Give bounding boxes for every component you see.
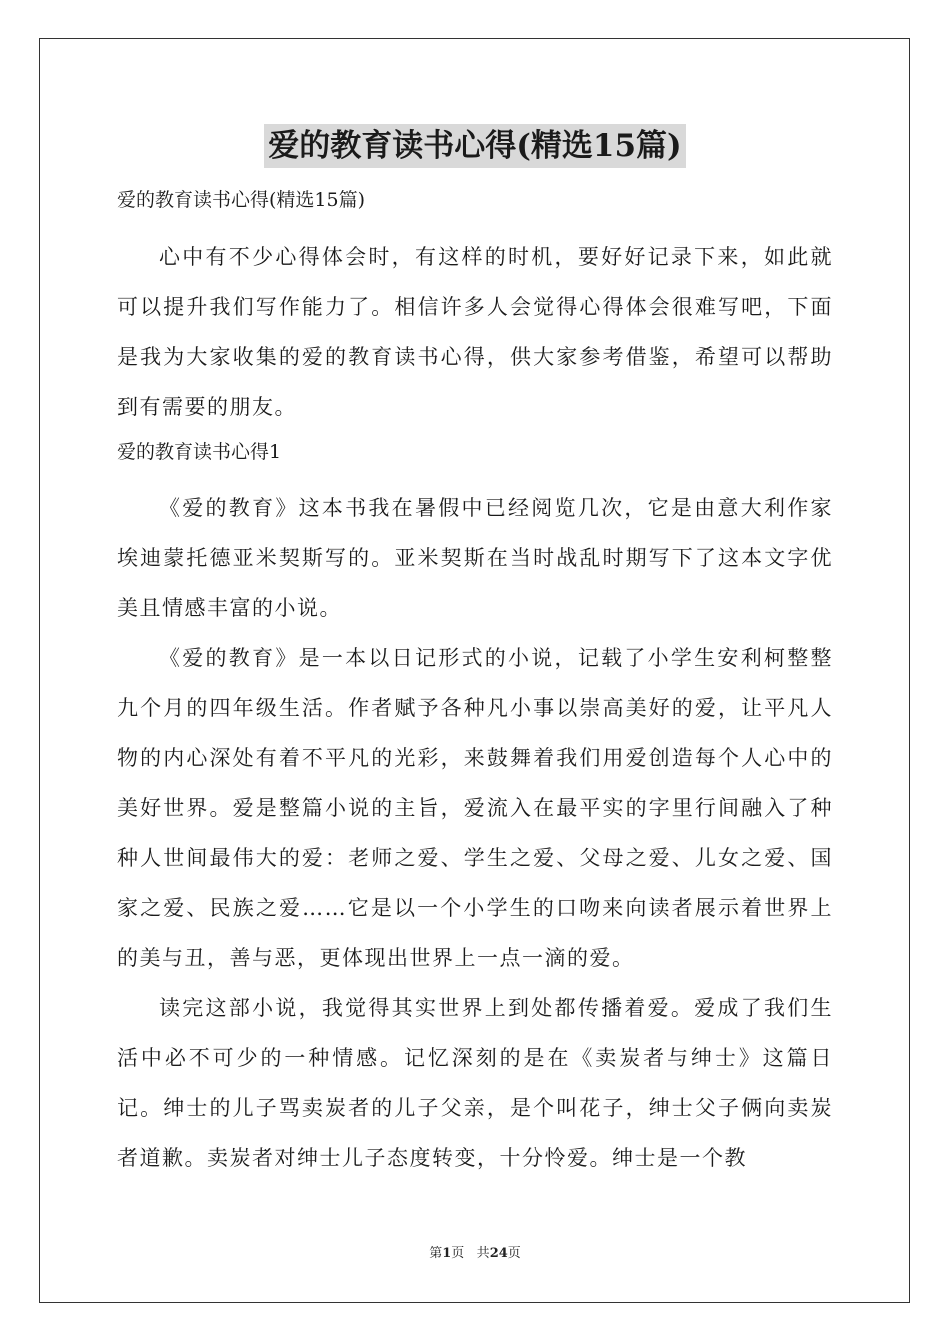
page-prefix: 第 — [429, 1246, 443, 1261]
page-number: 1 — [442, 1246, 452, 1261]
document-body — [117, 182, 833, 1183]
page-footer — [0, 1244, 950, 1264]
page-suffix: 页 — [451, 1246, 465, 1261]
total-suffix: 页 — [507, 1246, 521, 1261]
total-pages: 24 — [489, 1246, 508, 1261]
body-paragraph: 《爱的教育》是一本以日记形式的小说，记载了小学生安利柯整整九个月的四年级生活。作者赋予各种凡小事以崇高美好的爱，让平凡人物的内心深处有着不平凡的光彩，来鼓舞着我们用爱创造每个人心中的美好世界。爱是整篇小说的主旨，爱流入在最平实的字里行间融入了种种人世间最伟大的爱：老师之爱、学生之爱、父母之爱、儿女之爱、国家之爱、民族之爱……它是以一个小学生的口吻来向读者展示着世界上的美与丑，善与恶，更体现出世界上一点一滴的爱。 — [117, 646, 833, 970]
document-subtitle: 爱的教育读书心得(精选15篇) — [117, 189, 366, 211]
intro-paragraph: 心中有不少心得体会时，有这样的时机，要好好记录下来，如此就可以提升我们写作能力了。相信许多人会觉得心得体会很难写吧，下面是我为大家收集的爱的教育读书心得，供大家参考借鉴，希望可以帮助到有需要的朋友。 — [117, 245, 833, 419]
title-container — [0, 124, 950, 168]
body-paragraph: 《爱的教育》这本书我在暑假中已经阅览几次，它是由意大利作家埃迪蒙托德亚米契斯写的。亚米契斯在当时战乱时期写下了这本文字优美且情感丰富的小说。 — [117, 496, 833, 620]
body-paragraph: 读完这部小说，我觉得其实世界上到处都传播着爱。爱成了我们生活中必不可少的一种情感。记忆深刻的是在《卖炭者与绅士》这篇日记。绅士的儿子骂卖炭者的儿子父亲，是个叫花子，绅士父子俩向卖炭者道歉。卖炭者对绅士儿子态度转变，十分怜爱。绅士是一个教 — [117, 996, 833, 1170]
section-heading: 爱的教育读书心得1 — [117, 441, 282, 463]
document-title: 爱的教育读书心得(精选15篇) — [264, 124, 685, 168]
total-prefix: 共 — [476, 1246, 490, 1261]
